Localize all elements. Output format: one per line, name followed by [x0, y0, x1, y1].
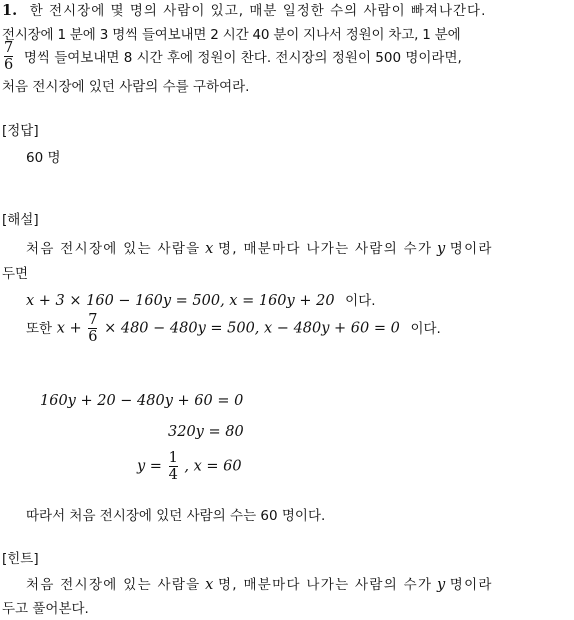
eq2-frac-numerator: 7 — [88, 312, 98, 328]
eq5-part-b: , x = 60 — [184, 458, 242, 475]
eq2-part-a: x + — [56, 320, 82, 337]
eq5-frac-numerator: 1 — [168, 450, 178, 466]
eq5-frac-denominator: 4 — [168, 467, 178, 483]
frac-denominator: 6 — [4, 57, 14, 73]
solution-eq-5 — [137, 450, 242, 483]
eq5-fraction — [169, 450, 178, 483]
solution-eq-1 — [26, 292, 376, 310]
solution-header: [해설] — [2, 212, 39, 228]
problem-text-4: 처음 전시장에 있던 사람의 수를 구하여라. — [2, 79, 250, 95]
hint-line-1 — [26, 576, 493, 594]
hint-var-x: x — [205, 577, 214, 593]
hint-text-1a: 처음 전시장에 있는 사람을 — [26, 577, 201, 593]
hint-text-1b: 명, 매분마다 나가는 사람의 수가 — [217, 577, 433, 593]
hint-var-y: y — [436, 577, 446, 593]
var-x: x — [205, 241, 214, 257]
eq2-fraction — [88, 312, 97, 345]
problem-number: 1. — [2, 2, 18, 19]
var-y: y — [436, 241, 446, 257]
eq2-part-b: × 480 − 480y = 500, x − 480y + 60 = 0 — [104, 320, 400, 337]
solution-para-1 — [26, 240, 493, 258]
solution-text-1a: 처음 전시장에 있는 사람을 — [26, 241, 201, 257]
answer-header: [정답] — [2, 123, 39, 139]
hint-text-2: 두고 풀어본다. — [2, 601, 89, 617]
problem-line-3 — [2, 40, 462, 73]
problem-text-2: 전시장에 1 분에 3 명씩 들여보내면 2 시간 40 분이 지나서 정원이 차고, 1 분에 — [2, 27, 461, 43]
solution-eq-3: 160y + 20 − 480y + 60 = 0 — [40, 393, 244, 409]
problem-fraction — [4, 40, 13, 73]
problem-text-1: 한 전시장에 몇 명의 사람이 있고, 매분 일정한 수의 사람이 빠져나간다. — [29, 3, 487, 19]
eq1-suffix: 이다. — [345, 293, 376, 309]
problem-line-1 — [2, 2, 486, 20]
solution-eq-2 — [26, 312, 441, 345]
hint-text-1c: 명이라 — [449, 577, 493, 593]
problem-text-3: 명씩 들여보내면 8 시간 후에 정원이 찬다. 전시장의 정원이 500 명이라면, — [23, 49, 462, 66]
solution-conclusion: 따라서 처음 전시장에 있던 사람의 수는 60 명이다. — [26, 508, 326, 524]
eq1-math: x + 3 × 160 − 160y = 500, x = 160y + 20 — [26, 293, 335, 309]
eq5-part-a: y = — [137, 458, 162, 475]
eq2-suffix: 이다. — [410, 320, 441, 337]
frac-numerator: 7 — [4, 40, 14, 56]
solution-text-1c: 명이라 — [449, 241, 493, 257]
answer-value: 60 명 — [26, 150, 61, 166]
hint-header: [힌트] — [2, 551, 39, 567]
solution-text-1b: 명, 매분마다 나가는 사람의 수가 — [217, 241, 433, 257]
eq2-prefix: 또한 — [26, 320, 53, 337]
solution-eq-4: 320y = 80 — [168, 424, 244, 440]
solution-text-1d: 두면 — [2, 266, 29, 282]
eq2-frac-denominator: 6 — [88, 329, 98, 345]
